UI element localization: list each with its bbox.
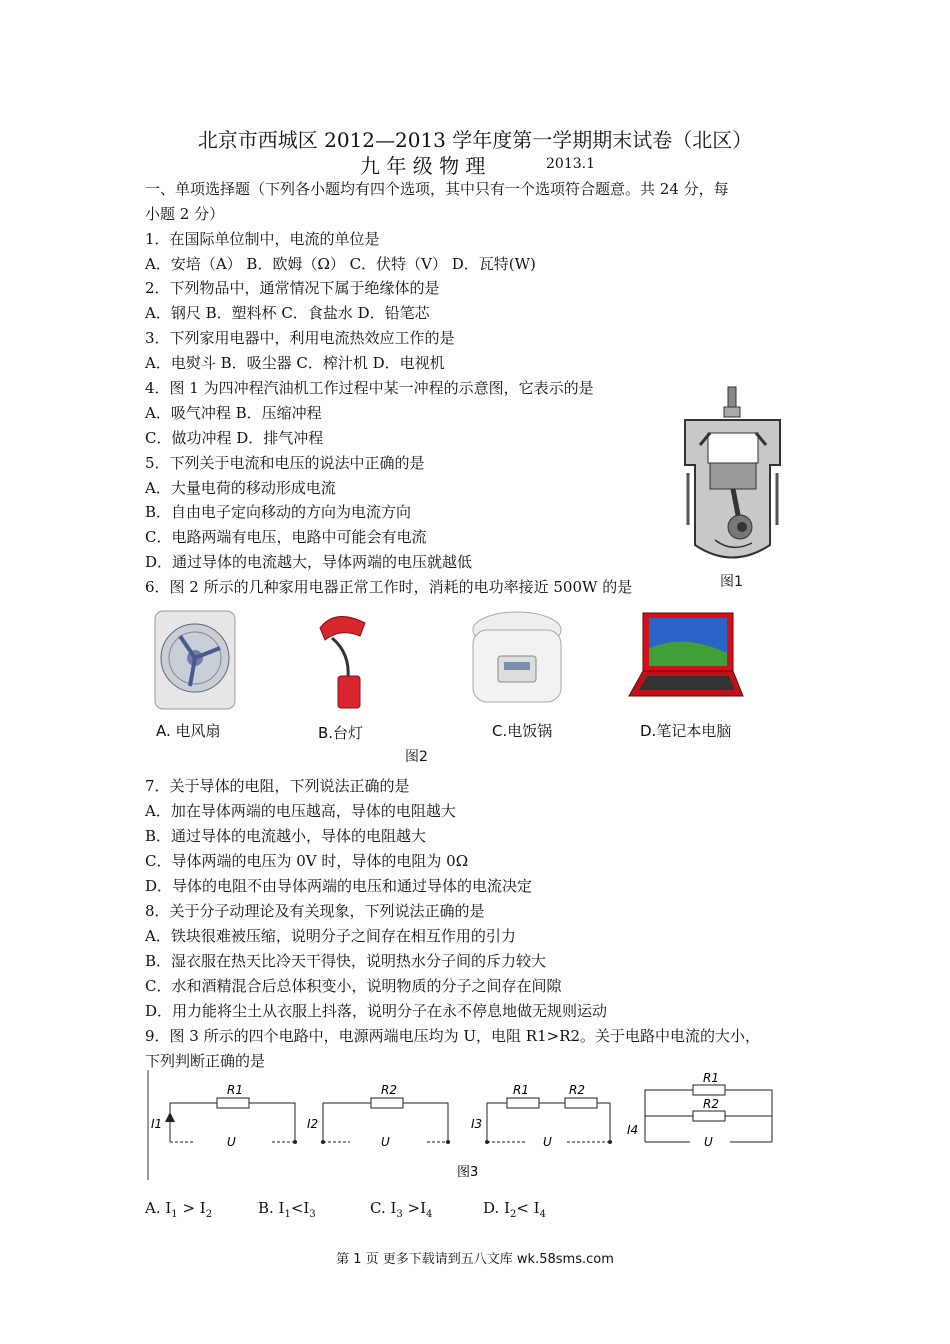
question-3: 3．下列家用电器中，利用电流热效应工作的是 <box>145 329 455 347</box>
figure-3-caption: 图3 <box>457 1165 479 1180</box>
question-4-options-ab: A．吸气冲程 B．压缩冲程 <box>145 404 322 422</box>
section-heading-cont: 小题 2 分） <box>145 205 225 223</box>
fig2-label-d: D.笔记本电脑 <box>640 722 732 740</box>
question-5-option-b: B．自由电子定向移动的方向为电流方向 <box>145 503 412 521</box>
engine-diagram <box>680 385 790 565</box>
section-heading: 一、单项选择题（下列各小题均有四个选项，其中只有一个选项符合题意。共 24 分，每 <box>145 180 729 198</box>
c4-r2: R2 <box>703 1097 719 1111</box>
c3-voltage: U <box>543 1135 552 1149</box>
question-7-option-c: C．导体两端的电压为 0V 时，导体的电阻为 0Ω <box>145 852 469 870</box>
c3-r1: R1 <box>513 1083 529 1097</box>
question-7: 7．关于导体的电阻，下列说法正确的是 <box>145 777 410 795</box>
question-2: 2．下列物品中，通常情况下属于绝缘体的是 <box>145 279 440 297</box>
fig2-label-b: B.台灯 <box>318 724 364 742</box>
laptop-image <box>625 608 745 708</box>
circuit-2 <box>307 1083 450 1149</box>
c2-r1: R2 <box>381 1083 397 1097</box>
question-8-option-c: C．水和酒精混合后总体积变小，说明物质的分子之间存在间隙 <box>145 977 562 995</box>
question-5: 5．下列关于电流和电压的说法中正确的是 <box>145 454 425 472</box>
rice-cooker-image <box>470 608 565 713</box>
c1-r1: R1 <box>227 1083 243 1097</box>
page-footer: 第 1 页 更多下载请到五八文库 wk.58sms.com <box>336 1252 614 1267</box>
question-5-option-a: A．大量电荷的移动形成电流 <box>145 479 336 497</box>
c2-current: I2 <box>307 1117 319 1131</box>
question-3-options: A．电熨斗 B．吸尘器 C．榨汁机 D．电视机 <box>145 354 445 372</box>
q9-option-c: C. $I_3 >I_4$ <box>370 1199 433 1220</box>
circuit-3 <box>471 1083 612 1149</box>
question-5-option-d: D．通过导体的电流越大，导体两端的电压就越低 <box>145 553 473 571</box>
fig2-label-a: A. 电风扇 <box>156 722 221 740</box>
lamp-image <box>310 608 380 713</box>
figure-2-caption: 图2 <box>405 749 428 765</box>
c2-voltage: U <box>381 1135 390 1149</box>
circuit-1 <box>151 1083 297 1149</box>
question-4: 4．图 1 为四冲程汽油机工作过程中某一冲程的示意图，它表示的是 <box>145 379 594 397</box>
question-1: 1．在国际单位制中，电流的单位是 <box>145 230 380 248</box>
question-9-cont: 下列判断正确的是 <box>145 1052 266 1070</box>
question-9: 9．图 3 所示的四个电路中，电源两端电压均为 U，电阻 R1>R2。关于电路中电流的大小， <box>145 1027 761 1045</box>
c3-r2: R2 <box>569 1083 585 1097</box>
fan-image <box>150 608 240 713</box>
c1-current: I1 <box>151 1117 163 1131</box>
fig2-label-c: C.电饭锅 <box>492 722 553 740</box>
question-8-option-d: D．用力能将尘土从衣服上抖落，说明分子在永不停息地做无规则运动 <box>145 1002 608 1020</box>
c1-voltage: U <box>227 1135 236 1149</box>
question-7-option-a: A．加在导体两端的电压越高，导体的电阻越大 <box>145 802 456 820</box>
question-8-option-b: B．湿衣服在热天比冷天干得快，说明热水分子间的斥力较大 <box>145 952 547 970</box>
q9-option-d: D. $I_2< I_4$ <box>483 1199 546 1220</box>
question-1-options: A．安培（A） B．欧姆（Ω） C．伏特（V） D．瓦特(W) <box>145 255 536 273</box>
circuit-4 <box>627 1071 772 1149</box>
question-8: 8．关于分子动理论及有关现象，下列说法正确的是 <box>145 902 485 920</box>
question-7-option-d: D．导体的电阻不由导体两端的电压和通过导体的电流决定 <box>145 877 533 895</box>
question-4-options-cd: C．做功冲程 D．排气冲程 <box>145 429 324 447</box>
c4-current: I4 <box>627 1123 639 1137</box>
c3-current: I3 <box>471 1117 483 1131</box>
question-8-option-a: A．铁块很难被压缩，说明分子之间存在相互作用的引力 <box>145 927 516 945</box>
c4-r1: R1 <box>703 1071 719 1085</box>
q9-option-b: B. $I_1<I_3$ <box>258 1199 316 1220</box>
question-5-option-c: C．电路两端有电压，电路中可能会有电流 <box>145 528 427 546</box>
subject: 九 年 级 物 理 <box>360 154 486 178</box>
question-7-option-b: B．通过导体的电流越小，导体的电阻越大 <box>145 827 427 845</box>
q9-option-a: A. $I_1 > I_2$ <box>145 1199 213 1220</box>
question-2-options: A．钢尺 B．塑料杯 C．食盐水 D．铅笔芯 <box>145 304 430 322</box>
question-6: 6．图 2 所示的几种家用电器正常工作时，消耗的电功率接近 500W 的是 <box>145 578 633 596</box>
exam-date: 2013.1 <box>546 156 595 172</box>
c4-voltage: U <box>704 1135 713 1149</box>
circuit-diagrams <box>145 1070 785 1185</box>
figure-1-caption: 图1 <box>720 574 743 590</box>
page-title: 北京市西城区 2012—2013 学年度第一学期期末试卷（北区） <box>197 128 753 152</box>
